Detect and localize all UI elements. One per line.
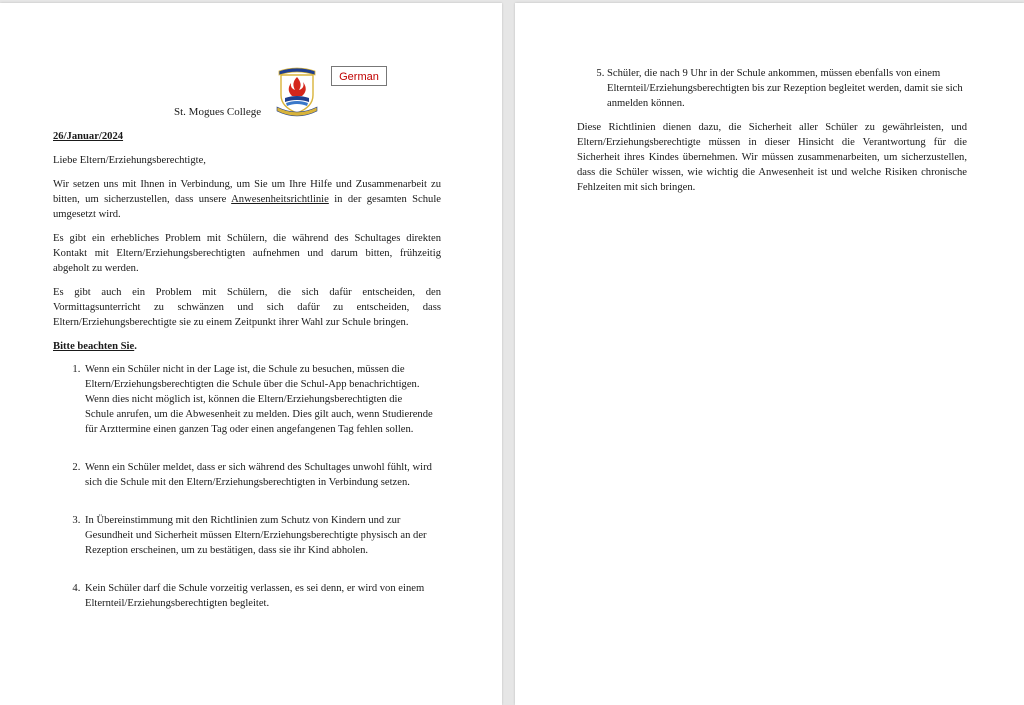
intro-text-end: in der gesamten Schule umgesetzt wird. xyxy=(53,194,441,220)
letter-body-continued xyxy=(577,66,967,193)
note-heading-punctuation: . xyxy=(134,341,137,352)
rule-item-1: 1. Wenn ein Schüler nicht in der Lage ist, die Schule zu besuchen, müssen die Eltern/Erziehungsberechtigten die Schule über die Schul-App benachrichtigen. Wenn dies nicht möglich ist, können die Eltern/Erziehungsberechtigten die Schule anrufen, um die Abwesenheit zu melden. Dies gilt auch, wenn Studierende für Arzttermine einen ganzen Tag oder einen angefangenen Tag fehlen sollen. xyxy=(83,362,433,437)
document-page-2 xyxy=(515,3,1024,705)
intro-paragraph xyxy=(53,177,441,222)
school-crest-logo xyxy=(274,65,320,117)
letter-body xyxy=(53,129,441,634)
paragraph-truancy: Es gibt auch ein Problem mit Schülern, die sich dafür entscheiden, den Vormittagsunterricht zu schwänzen und sich dafür zu entscheiden, dass Eltern/Erziehungsberechtigte sie zu einem Zeitpunkt ihrer Wahl zur Schule bringen. xyxy=(53,287,441,328)
document-page-1 xyxy=(0,3,502,705)
rule-item-4: 4. Kein Schüler darf die Schule vorzeitig verlassen, es sei denn, er wird von einem Elternteil/Erziehungsberechtigten begleitet. xyxy=(83,581,433,611)
rule-item-3: 3. In Übereinstimmung mit den Richtlinien zum Schutz von Kindern und zur Gesundheit und Sicherheit müssen Eltern/Erziehungsberechtigte physisch an der Rezeption erscheinen, um zu bestätigen, dass sie ihr Kind abholen. xyxy=(83,513,433,558)
rule-item-2: 2. Wenn ein Schüler meldet, dass er sich während des Schultages unwohl fühlt, wird sich die Schule mit den Eltern/Erziehungsberechtigten in Verbindung setzen. xyxy=(83,460,433,490)
note-heading xyxy=(53,339,441,354)
rules-list xyxy=(53,362,433,611)
letter-greeting: Liebe Eltern/Erziehungsberechtigte, xyxy=(53,155,206,166)
paragraph-early-pickup: Es gibt ein erhebliches Problem mit Schülern, die während des Schultages direkten Kontakt mit Eltern/Erziehungsberechtigten aufnehmen und darum bitten, frühzeitig abgeholt zu werden. xyxy=(53,233,441,274)
language-label: German xyxy=(331,66,387,86)
intro-text-start: Wir setzen uns mit Ihnen in Verbindung, um Sie um Ihre Hilfe und Zusammenarbeit zu bitten, um sicherzustellen, dass unsere xyxy=(53,179,441,205)
college-name: St. Mogues College xyxy=(174,106,262,118)
rule-item-5: 5. Schüler, die nach 9 Uhr in der Schule ankommen, müssen ebenfalls von einem Elternteil/Erziehungsberechtigten bis zur Rezeption begleitet werden, damit sie sich anmelden können. xyxy=(607,66,969,111)
attendance-policy-term: Anwesenheitsrichtlinie xyxy=(231,194,329,205)
note-heading-text: Bitte beachten Sie xyxy=(53,341,135,352)
letter-date: 26/Januar/2024 xyxy=(53,131,124,142)
rules-list-continued xyxy=(577,66,969,111)
closing-paragraph: Diese Richtlinien dienen dazu, die Sicherheit aller Schüler zu gewährleisten, und Eltern/Erziehungsberechtigte müssen in dieser Hinsicht die Verantwortung für die Sicherheit ihres Kindes übernehmen. Wir müssen zusammenarbeiten, um sicherzustellen, dass die Schüler wissen, wie wichtig die Anwesenheit ist und welche Risiken chronische Fehlzeiten mit sich bringen. xyxy=(577,122,967,193)
